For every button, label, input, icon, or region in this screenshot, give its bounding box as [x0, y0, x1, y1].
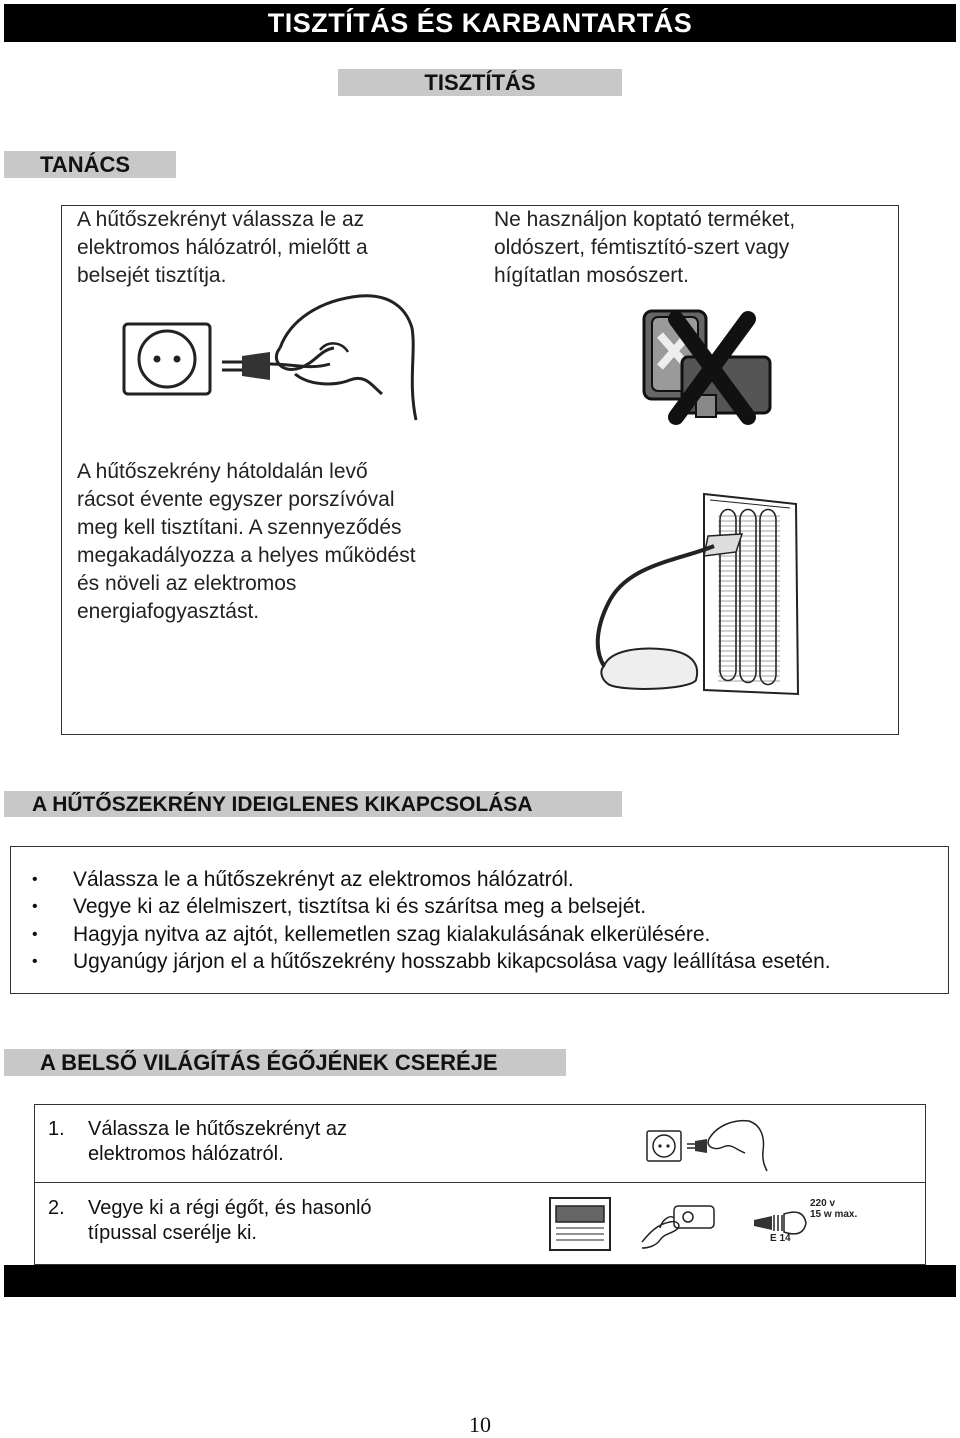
step-number: 1. — [48, 1118, 65, 1140]
list-item: • Válassza le a hűtőszekrényt az elektromos hálózatról. — [34, 866, 831, 893]
page-title: TISZTÍTÁS ÉS KARBANTARTÁS — [4, 4, 956, 42]
step-text: Válassza le hűtőszekrényt az elektromos hálózatról. — [88, 1118, 348, 1165]
tip-no-abrasives-text: Ne használjon koptató terméket, oldószert, fémtisztító-szert vagy hígítatlan mosószert. — [494, 208, 796, 287]
tip-unplug-text: A hűtőszekrényt válassza le az elektromos hálózatról, mielőtt a belsejét tisztítja. — [77, 208, 368, 287]
bulb-spec-label: 220 v 15 w max. — [810, 1198, 858, 1220]
unplug-small-illustration — [645, 1117, 770, 1173]
switch-off-list — [34, 866, 831, 975]
footer-bar — [4, 1265, 956, 1297]
section-heading-cleaning: TISZTÍTÁS — [338, 69, 622, 96]
list-item: • Hagyja nyitva az ajtót, kellemetlen szag kialakulásának elkerülésére. — [34, 921, 831, 948]
section-heading-bulb: A BELSŐ VILÁGÍTÁS ÉGŐJÉNEK CSERÉJE — [4, 1049, 566, 1076]
grille-cleaning-text: A hűtőszekrény hátoldalán levő rácsot évente egyszer porszívóval meg kell tisztítani. A szennyeződés megakadályozza a helyes működést és növeli az elektromos energiafogyasztást. — [77, 460, 416, 623]
page-number: 10 — [469, 1412, 491, 1437]
subheading-tip: TANÁCS — [4, 151, 176, 178]
section-heading-switch-off: A HŰTŐSZEKRÉNY IDEIGLENES KIKAPCSOLÁSA — [4, 791, 622, 817]
bulb-socket-label: E 14 — [770, 1233, 791, 1244]
step-number: 2. — [48, 1197, 65, 1219]
list-item: • Vegye ki az élelmiszert, tisztítsa ki és szárítsa meg a belsejét. — [34, 893, 831, 920]
remove-bulb-illustration — [638, 1198, 718, 1252]
list-item: • Ugyanúgy járjon el a hűtőszekrény hosszabb kikapcsolása vagy leállítása esetén. — [34, 948, 831, 975]
vacuum-condenser-illustration — [590, 490, 805, 710]
step-divider — [34, 1182, 926, 1183]
unplug-illustration — [120, 290, 430, 430]
no-solvent-illustration — [636, 305, 776, 423]
step-text: Vegye ki a régi égőt, és hasonló típussal cserélje ki. — [88, 1197, 372, 1244]
lamp-cover-illustration — [548, 1196, 614, 1252]
